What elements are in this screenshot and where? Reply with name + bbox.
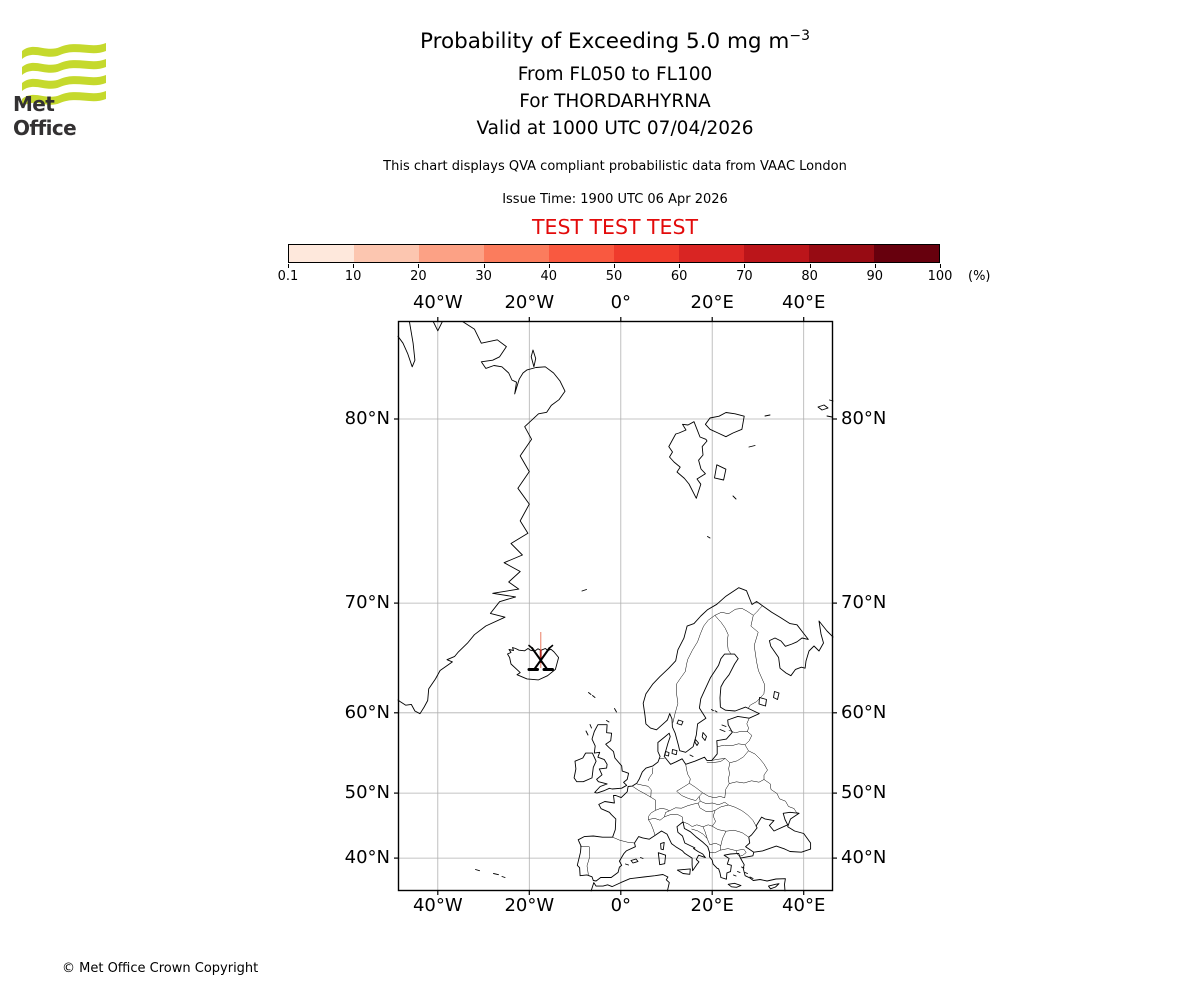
colorbar-segment [809,245,874,262]
lat-label-right: 40°N [841,847,887,869]
colorbar-tick-mark [875,264,876,268]
lat-label-left: 70°N [344,592,390,614]
colorbar-segment [614,245,679,262]
subtitle-volcano: For THORDARHYRNA [519,91,711,112]
colorbar-tick-label: 100 [927,269,953,284]
lat-label-right: 60°N [841,701,887,723]
colorbar-unit: (%) [968,269,991,284]
logo-wordmark: Met Office [13,92,77,140]
lat-label-left: 80°N [344,408,390,429]
lat-label-left: 50°N [344,782,390,804]
colorbar-tick-label: 20 [410,269,427,284]
subtitle-flight-levels: From FL050 to FL100 [517,64,713,85]
coastlines [398,322,833,892]
colorbar-tick-mark [614,264,615,268]
axis-ticks [394,317,837,895]
issue-time: Issue Time: 1900 UTC 06 Apr 2026 [502,192,728,207]
colorbar-segment [874,245,939,262]
lon-label-bottom: 20°E [690,895,734,916]
colorbar-segment [419,245,484,262]
lon-label-bottom: 20°W [504,895,555,916]
colorbar-tick-mark [484,264,485,268]
colorbar-tick-mark [744,264,745,268]
colorbar-tick-label: 60 [670,269,688,284]
colorbar-segments [289,245,939,262]
colorbar-segment [679,245,744,262]
graticule-gridlines [398,321,833,891]
colorbar-tick-label: 10 [344,269,362,284]
lon-label-top: 0° [610,292,632,313]
lon-label-top: 40°E [782,292,826,313]
probability-colorbar [288,244,940,263]
colorbar-segment [289,245,354,262]
test-banner: TEST TEST TEST [531,215,699,239]
colorbar-tick-mark [288,264,289,268]
colorbar-tick-label: 50 [605,269,623,284]
lon-label-bottom: 0° [610,895,632,916]
subtitle-valid-time: Valid at 1000 UTC 07/04/2026 [476,118,754,139]
lon-label-top: 20°E [690,292,734,313]
colorbar-tick-mark [679,264,680,268]
page-title: Probability of Exceeding 5.0 mg $m^{-3}$ [419,28,810,55]
colorbar-segment [484,245,549,262]
colorbar-tick-mark [549,264,550,268]
country-borders [580,606,799,875]
europe-map [398,321,833,891]
colorbar-tick-mark [810,264,811,268]
colorbar-tick-mark [940,264,941,268]
lon-label-bottom: 40°E [782,895,826,916]
lat-label-left: 40°N [344,847,390,869]
lon-label-bottom: 40°W [412,895,463,916]
colorbar-tick-label: 30 [475,269,492,284]
copyright-notice: © Met Office Crown Copyright [62,961,259,976]
colorbar-tick-label: 80 [801,269,818,284]
colorbar-tick-label: 90 [866,269,884,284]
colorbar-tick-label: 70 [736,269,753,284]
lat-label-right: 70°N [841,592,887,614]
colorbar-segment [744,245,809,262]
colorbar-tick-label: 0.1 [277,269,299,284]
map-frame [399,322,833,891]
lat-label-left: 60°N [344,701,390,723]
qva-description: This chart displays QVA compliant probabilistic data from VAAC London [383,159,847,174]
lon-label-top: 40°W [412,292,463,313]
colorbar-tick-mark [418,264,419,268]
lat-label-right: 80°N [841,408,887,429]
colorbar-tick-label: 40 [540,269,558,284]
lat-label-right: 50°N [841,782,887,804]
colorbar-tick-mark [353,264,354,268]
colorbar-segment [354,245,419,262]
title-exponent: −3 [789,28,810,44]
lon-label-top: 20°W [504,292,555,313]
colorbar-segment [549,245,614,262]
